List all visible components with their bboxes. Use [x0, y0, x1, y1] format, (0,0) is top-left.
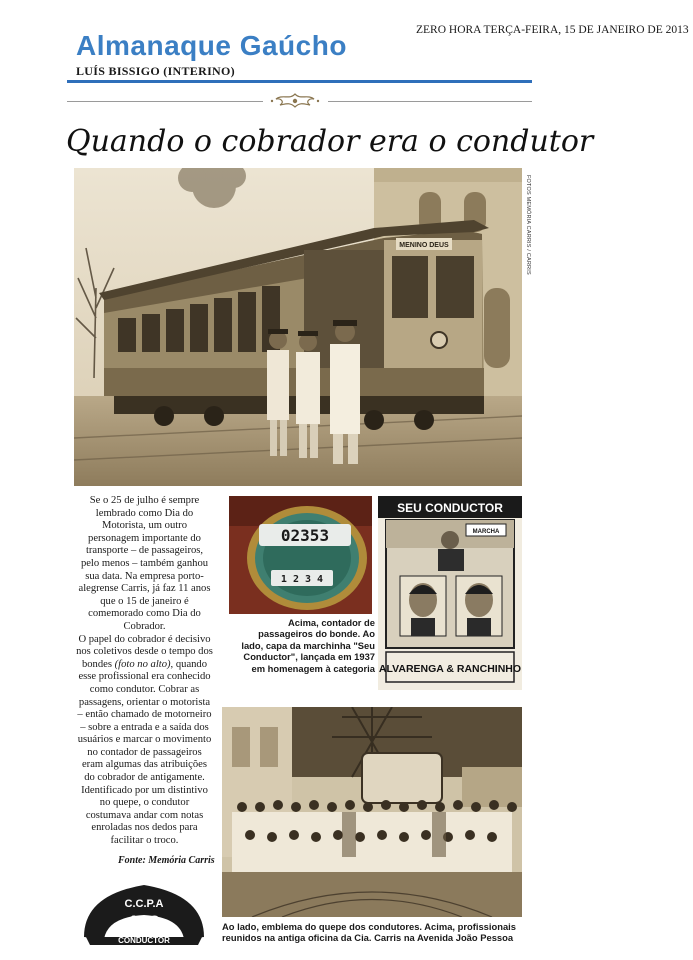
dateline: ZERO HORA TERÇA-FEIRA, 15 DE JANEIRO DE 2013 [416, 24, 689, 36]
photo-reference: (foto no alto) [114, 658, 171, 670]
ornament-icon [266, 90, 324, 112]
counter-photo [229, 496, 372, 614]
counter-digits-small: 1 2 3 4 [280, 574, 324, 585]
source-note: Fonte: Memória Carris [118, 855, 215, 866]
cap-badge-photo [76, 877, 212, 946]
tram-photo [74, 168, 522, 486]
article-body [76, 495, 213, 848]
header-rule [67, 80, 532, 83]
paragraph-2-part-a: O papel do cobrador é decisivo nos coletivos desde o tempo dos bondes [76, 633, 213, 670]
divider-right [328, 101, 532, 102]
section-title: Almanaque Gaúcho [76, 30, 347, 61]
caption-badge-group: Ao lado, emblema do quepe dos condutores. Acima, profissionais reunidos na antiga oficina da Cia. Carris na Avenida João Pessoa [222, 921, 516, 944]
sheet-marcha: MARCHA [472, 529, 500, 535]
counter-digits: 02353 [280, 526, 330, 545]
sheet-music-cover [378, 496, 522, 690]
divider-left [67, 101, 263, 102]
paragraph-2 [76, 634, 213, 848]
badge-number: 182 [128, 913, 160, 934]
sheet-title: SEU CONDUCTOR [397, 501, 503, 515]
caption-counter-sheet: Acima, contador de passageiros do bonde. Ao lado, capa da marchinha "Seu Conductor", lançada em 1937 em homenagem à categoria [241, 617, 375, 674]
paragraph-2-part-b: , quando esse profissional era conhecido como condutor. Cobrar as passagens, orientar o motorista – então chamado de motorneiro – sobre a entrada e a saída dos usuários e marcar o movimento no contador de passageiros eram algumas das atribuições do cobrador de antigamente. Identificado por um distintivo no quepe, o condutor costumava andar com notas enroladas nos dedos para facilitar o troco. [77, 658, 212, 847]
photo-credit: FOTOS MEMÓRIA CARRIS / CARRIS [525, 175, 531, 275]
byline: LUÍS BISSIGO (INTERINO) [76, 64, 235, 78]
headline: Quando o cobrador era o condutor [66, 124, 594, 159]
paragraph-1: Se o 25 de julho é sempre lembrado como Dia do Motorista, um outro personagem importante do transporte – de passageiros, pelo menos – também ganhou sua data. Na empresa porto-alegrense Carris, já faz 11 anos que o 15 de janeiro é comemorado como Dia do Cobrador. [78, 495, 211, 632]
sheet-authors: ALVARENGA & RANCHINHO [378, 663, 522, 675]
badge-line3: CONDUCTOR [118, 936, 170, 945]
tram-destination-sign: MENINO DEUS [399, 242, 449, 249]
badge-line1: C.C.P.A [124, 898, 164, 910]
group-photo [222, 707, 522, 917]
